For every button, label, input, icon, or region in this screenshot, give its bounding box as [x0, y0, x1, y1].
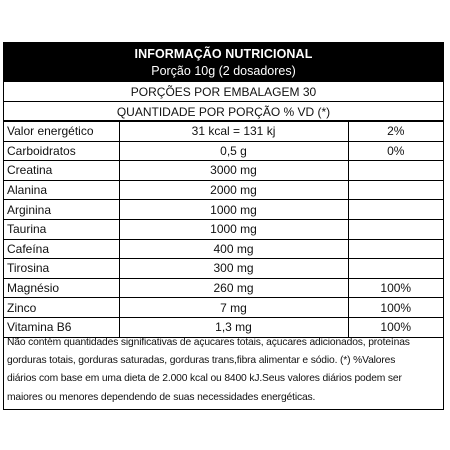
nutrient-daily-value: 2%: [348, 122, 443, 141]
nutrient-daily-value: [348, 239, 443, 259]
nutrient-amount: 0,5 g: [119, 141, 348, 161]
footnote-line: diários com base em uma dieta de 2.000 kcal ou 8400 kJ.Seus valores diários podem ser: [7, 373, 402, 385]
nutrient-amount: 1000 mg: [119, 200, 348, 220]
nutrient-amount: 400 mg: [119, 239, 348, 259]
nutrient-name: Carboidratos: [4, 141, 119, 161]
nutrient-amount: 260 mg: [119, 278, 348, 298]
label-header: [4, 43, 443, 82]
nutrient-amount: 1,3 mg: [119, 317, 348, 337]
nutrient-amount: 300 mg: [119, 259, 348, 279]
nutrient-name: Valor energético: [4, 122, 119, 141]
nutrient-amount: 7 mg: [119, 298, 348, 318]
table-row: [4, 141, 443, 161]
nutrient-daily-value: 100%: [348, 317, 443, 337]
nutrition-facts-label: [3, 42, 444, 410]
column-header: QUANTIDADE POR PORÇÃO % VD (*): [4, 102, 443, 122]
nutrient-name: Tirosina: [4, 259, 119, 279]
nutrient-name: Vitamina B6: [4, 317, 119, 337]
footnote-line: Não contém quantidades significativas de açucares totais, açucares adicionados, proteínas: [7, 337, 410, 348]
table-row: [4, 122, 443, 141]
nutrient-name: Alanina: [4, 180, 119, 200]
nutrient-daily-value: [348, 259, 443, 279]
table-row: [4, 219, 443, 239]
table-row: [4, 259, 443, 279]
nutrient-daily-value: 100%: [348, 298, 443, 318]
footnote: [7, 334, 439, 407]
nutrient-amount: 1000 mg: [119, 219, 348, 239]
nutrient-daily-value: [348, 180, 443, 200]
nutrient-name: Taurina: [4, 219, 119, 239]
table-row: [4, 180, 443, 200]
nutrient-daily-value: [348, 200, 443, 220]
portion-size: Porção 10g (2 dosadores): [151, 64, 296, 78]
nutrient-amount: 2000 mg: [119, 180, 348, 200]
nutrient-daily-value: 0%: [348, 141, 443, 161]
table-row: [4, 278, 443, 298]
table-row: [4, 298, 443, 318]
nutrient-amount: 31 kcal = 131 kj: [119, 122, 348, 141]
nutrient-name: Creatina: [4, 161, 119, 181]
nutrient-amount: 3000 mg: [119, 161, 348, 181]
nutrient-table: [4, 122, 443, 338]
table-row: [4, 200, 443, 220]
nutrient-name: Zinco: [4, 298, 119, 318]
label-title: INFORMAÇÃO NUTRICIONAL: [134, 47, 313, 61]
table-row: [4, 161, 443, 181]
nutrient-daily-value: [348, 219, 443, 239]
servings-per-package: PORÇÕES POR EMBALAGEM 30: [4, 82, 443, 102]
nutrient-name: Magnésio: [4, 278, 119, 298]
footnote-line: maiores ou menores dependendo de suas necessidades energéticas.: [7, 391, 316, 403]
footnote-line: gorduras totais, gorduras saturadas, gorduras trans,fibra alimentar e sódio. (*) %Valores: [7, 355, 396, 367]
nutrient-name: Cafeína: [4, 239, 119, 259]
nutrient-daily-value: 100%: [348, 278, 443, 298]
table-row: [4, 239, 443, 259]
nutrient-name: Arginina: [4, 200, 119, 220]
nutrient-daily-value: [348, 161, 443, 181]
